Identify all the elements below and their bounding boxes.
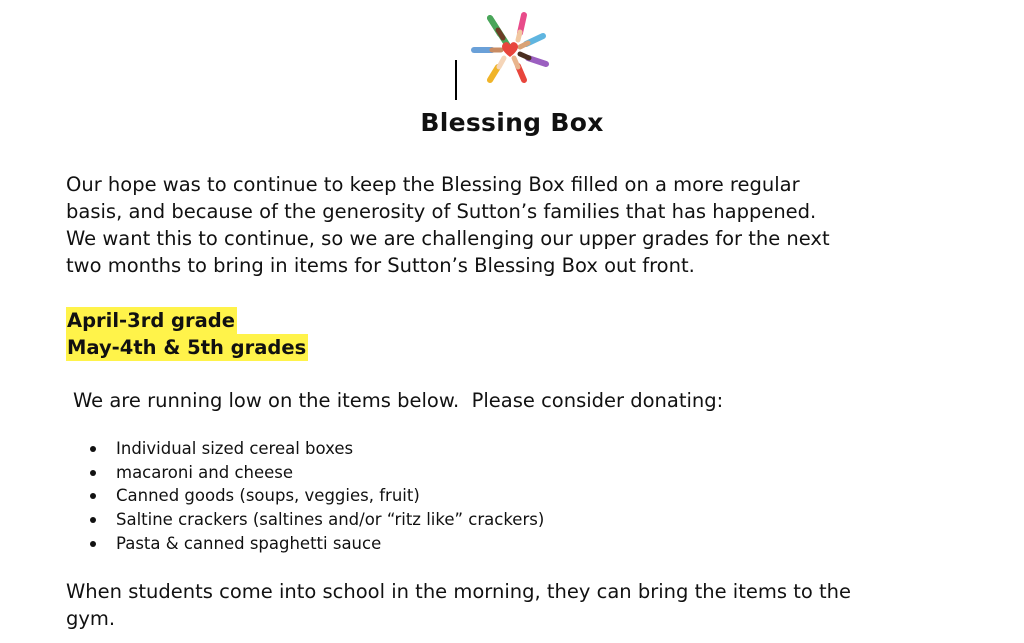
closing-paragraph	[66, 578, 966, 632]
text-cursor	[455, 60, 457, 100]
list-item-text: Individual sized cereal boxes	[116, 439, 354, 458]
paragraph-line: Our hope was to continue to keep the Blessing Box filled on a more regular	[66, 173, 800, 196]
schedule-may: May-4th & 5th grades	[67, 336, 307, 359]
list-item	[86, 484, 544, 508]
bullet-icon	[90, 446, 96, 452]
list-item-text: Canned goods (soups, veggies, fruit)	[116, 486, 420, 506]
list-item	[86, 532, 544, 556]
list-item	[86, 461, 544, 485]
schedule-april: April-3rd grade	[67, 309, 235, 332]
closing-line: When students come into school in the morning, they can bring the items to the	[66, 580, 851, 603]
list-item	[86, 437, 544, 461]
list-item-text: Pasta & canned spaghetti sauce	[116, 533, 382, 553]
paragraph-line: two months to bring in items for Sutton’s Blessing Box out front.	[66, 254, 695, 277]
donation-list	[86, 437, 544, 556]
grade-schedule	[66, 307, 308, 361]
bullet-icon	[90, 541, 96, 547]
paragraph-line: basis, and because of the generosity of Sutton’s families that has happened.	[66, 200, 817, 223]
bullet-icon	[90, 493, 96, 499]
list-item-text: Saltine crackers (saltines and/or “ritz like” crackers)	[116, 510, 545, 530]
closing-line: gym.	[66, 607, 116, 630]
list-item-text: macaroni and cheese	[116, 462, 294, 482]
hands-around-heart-icon	[468, 10, 552, 84]
bullet-icon	[90, 517, 96, 523]
paragraph-line: We want this to continue, so we are challenging our upper grades for the next	[66, 227, 830, 250]
page-title: Blessing Box	[420, 108, 604, 137]
bullet-icon	[90, 470, 96, 476]
donation-intro: We are running low on the items below. Please consider donating:	[73, 389, 724, 412]
hands-heart-logo	[468, 10, 552, 84]
intro-paragraph	[66, 171, 966, 279]
list-item	[86, 508, 544, 532]
